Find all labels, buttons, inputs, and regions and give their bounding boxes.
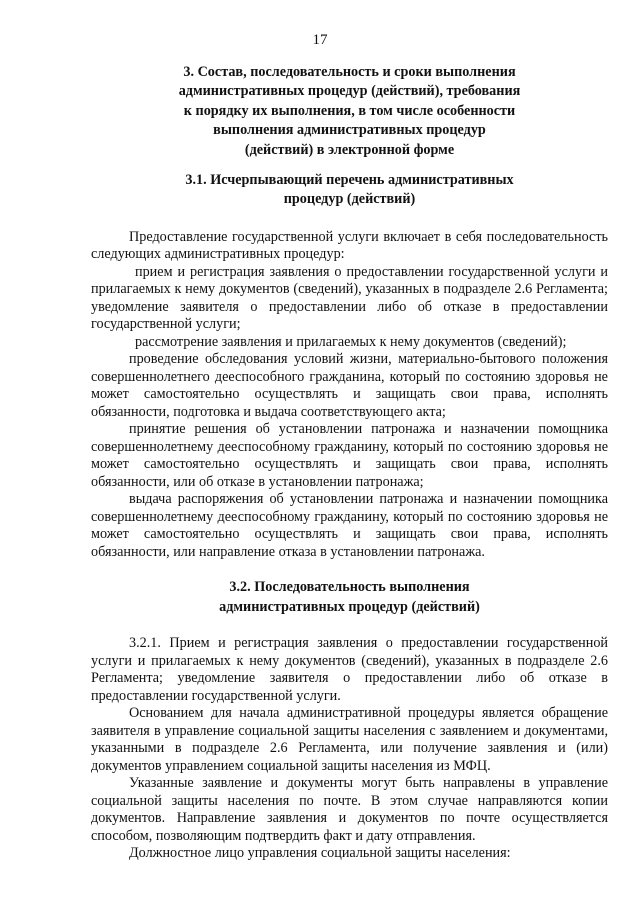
- section-heading-line: выполнения административных процедур: [213, 122, 486, 139]
- subsection-heading-line: процедур (действий): [283, 191, 416, 208]
- paragraph: Предоставление государственной услуги включает в себя последовательность следующих административных процедур:: [91, 228, 608, 263]
- list-paragraph: рассмотрение заявления и прилагаемых к нему документов (сведений);: [135, 333, 567, 350]
- paragraph: Основанием для начала административной процедуры является обращение заявителя в управление социальной защиты населения с заявлением и документами, указанными в подразделе 2.6 Регламента, или получение заявления и (или) документов управлением социальной защиты населения из МФЦ.: [91, 705, 608, 774]
- paragraph: 3.2.1. Прием и регистрация заявления о предоставлении государственной услуги и прилагаемых к нему документов (сведений), указанных в подразделе 2.6 Регламента; уведомление заявителя о предоставлении либо об отказе в предоставлении государственной услуги.: [91, 635, 608, 704]
- subsection-heading: [91, 171, 608, 210]
- section-heading-line: административных процедур (действий), требования: [178, 83, 521, 100]
- list-paragraph: выдача распоряжения об установлении патронажа и назначении помощника совершеннолетнему дееспособному гражданину, который по состоянию здоровья не может самостоятельно осуществлять и защищать свои права, исполнять обязанности, или направление отказа в установлении патронажа.: [91, 491, 608, 560]
- page-number: 17: [312, 32, 328, 48]
- list-paragraph: принятие решения об установлении патронажа и назначении помощника совершеннолетнему дееспособному гражданину, который по состоянию здоровья не может самостоятельно осуществлять и защищать свои права, исполнять обязанности, или об отказе в установлении патронажа;: [91, 421, 608, 490]
- document-body: [91, 63, 608, 863]
- paragraph: Должностное лицо управления социальной защиты населения:: [129, 845, 511, 862]
- section-heading-line: к порядку их выполнения, в том числе особенности: [183, 102, 516, 119]
- subsection-heading-line: 3.2. Последовательность выполнения: [229, 579, 470, 596]
- subsection-heading: [91, 578, 608, 617]
- subsection-heading-line: административных процедур (действий): [219, 598, 480, 615]
- section-heading-line: 3. Состав, последовательность и сроки выполнения: [183, 64, 516, 80]
- list-paragraph: проведение обследования условий жизни, материально-бытового положения совершеннолетнего дееспособного гражданина, который по состоянию здоровья не может самостоятельно осуществлять и защищать свои права, исполнять обязанности, подготовка и выдача соответствующего акта;: [91, 351, 608, 420]
- list-paragraph: прием и регистрация заявления о предоставлении государственной услуги и прилагаемых к нему документов (сведений), указанных в подразделе 2.6 Регламента; уведомление заявителя о предоставлении либо об отказе в предоставлении государственной услуги;: [91, 263, 608, 333]
- subsection-heading-line: 3.1. Исчерпывающий перечень административных: [185, 172, 514, 189]
- paragraph: Указанные заявление и документы могут быть направлены в управление социальной защиты населения по почте. В этом случае направляются копии документов. Направление заявления и документов по почте осуществляется способом, позволяющим подтвердить факт и дату отправления.: [91, 775, 608, 844]
- section-heading-line: (действий) в электронной форме: [244, 141, 455, 158]
- section-heading: [91, 63, 608, 160]
